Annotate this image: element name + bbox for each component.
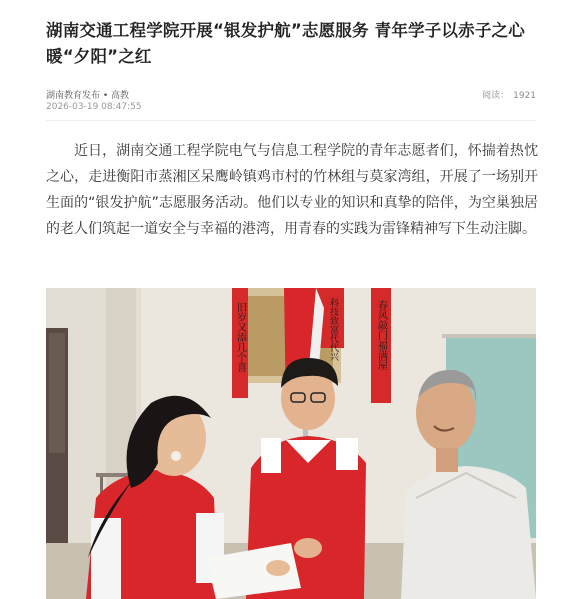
couplet-mid-right-text: 科技致富代代兴 [328, 298, 338, 361]
article-source[interactable]: 湖南教育发布 • 高教 [46, 91, 130, 101]
article-date: 2026-03-19 08:47:55 [46, 102, 142, 112]
photo-doorway-frame [442, 334, 536, 338]
couplet-left-text: 旧岁又添几个喜 [234, 302, 246, 372]
article-photo [46, 288, 536, 599]
photo-hair-tie [171, 451, 181, 461]
volunteers-with-elder-photo [46, 288, 536, 599]
photo-cabinet-panel [49, 333, 65, 453]
photo-volunteer-male-hand [294, 538, 322, 558]
read-count [478, 88, 536, 101]
header-divider [46, 120, 536, 121]
article-title: 湖南交通工程学院开展“银发护航”志愿服务 青年学子以赤子之心暖“夕阳”之红 [46, 21, 525, 66]
article-paragraph: 近日，湖南交通工程学院电气与信息工程学院的青年志愿者们，怀揣着热忱之心，走进衡阳市蒸湘区呆鹰岭镇鸡市村的竹林组与莫家湾组，开展了一场别开生面的“银发护航”志愿服务活动。他们以专业的知识和真挚的陪伴，为空巢独居的老人们筑起一道安全与幸福的港湾，用青春的实践为雷锋精神写下生动注脚。 [46, 143, 538, 237]
photo-elder-shirt [401, 466, 536, 599]
couplet-right-text: 春风敲门福满屋 [375, 300, 387, 370]
photo-volunteer-female-sleeve [91, 518, 121, 599]
read-count-value: 1921 [513, 91, 536, 101]
read-count-label: 阅读： [482, 91, 510, 101]
